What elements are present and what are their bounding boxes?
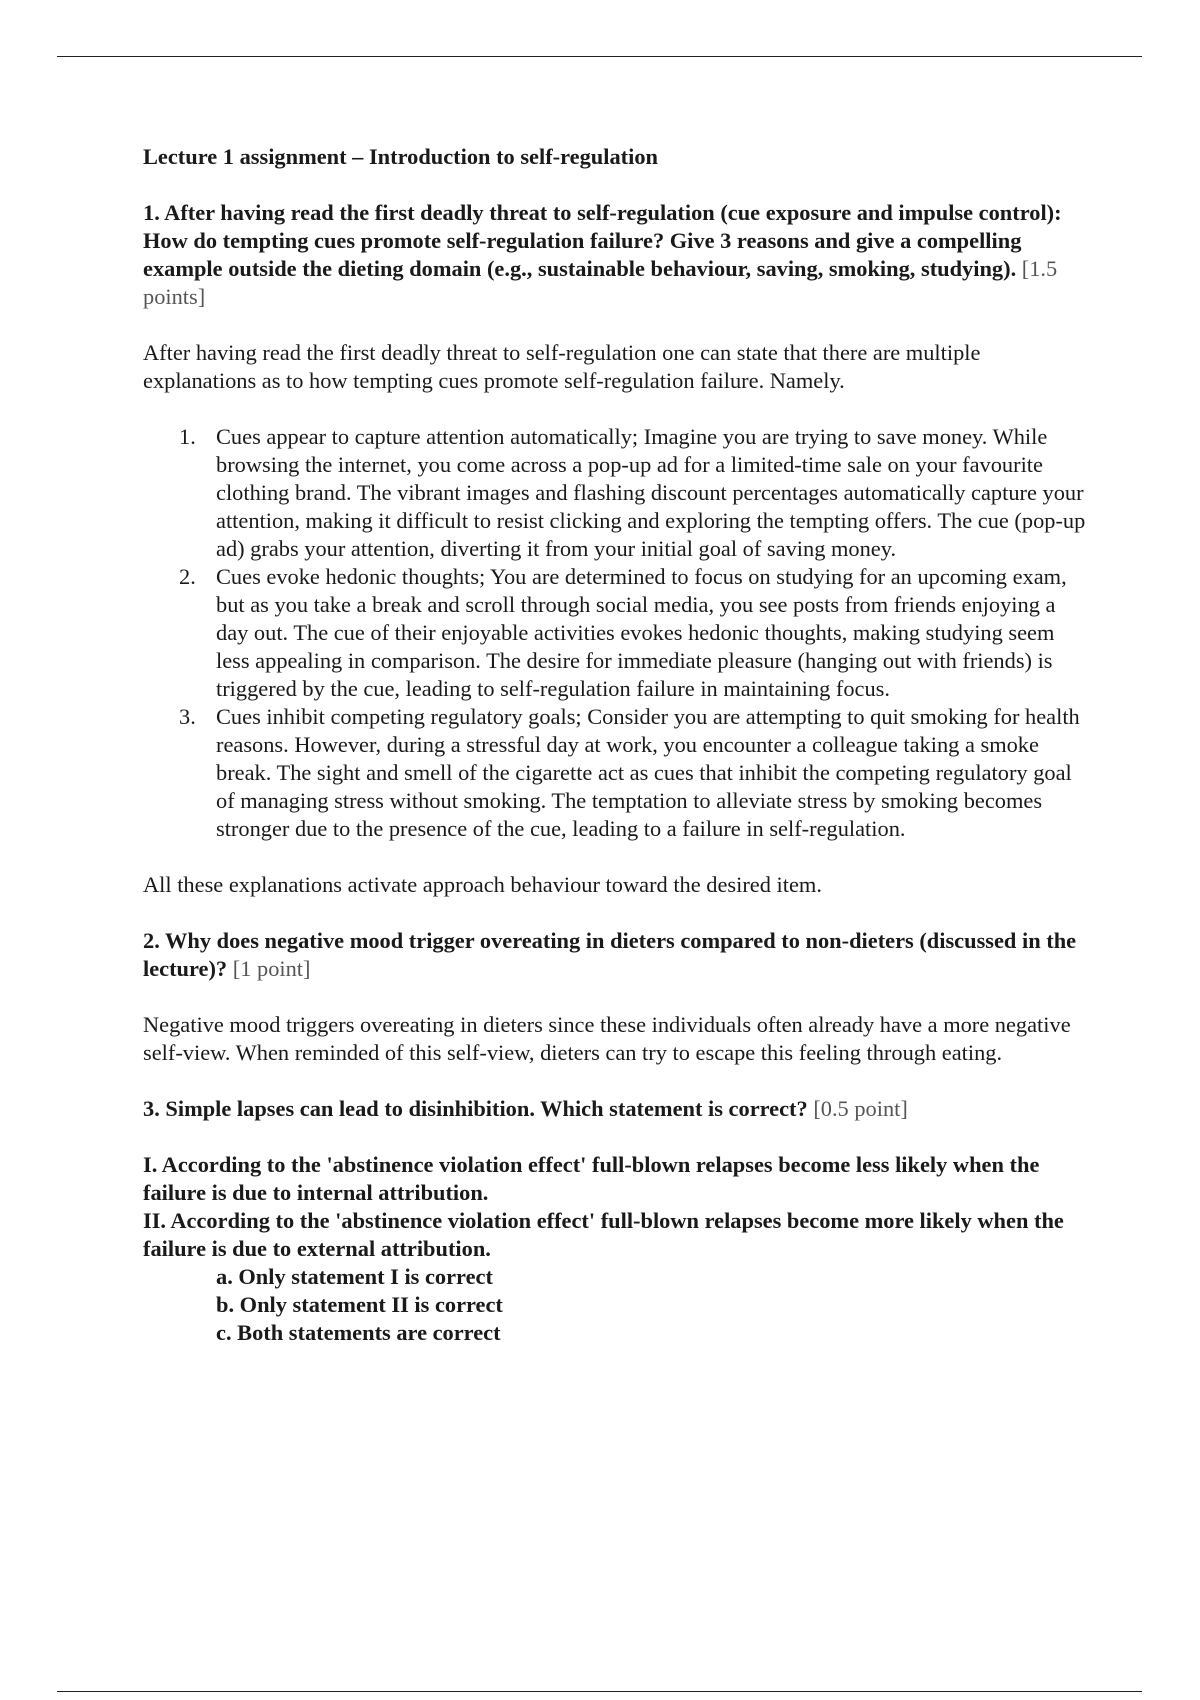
list-item xyxy=(143,563,1093,703)
bottom-rule xyxy=(57,1691,1142,1692)
question-1-points: [1.5 points] xyxy=(143,256,1058,309)
question-2 xyxy=(143,927,1093,983)
question-2-text: 2. Why does negative mood trigger overeating in dieters compared to non-dieters (discussed in the lecture)? xyxy=(143,928,1077,981)
list-item-number: 2. xyxy=(179,564,196,589)
question-3-points: [0.5 point] xyxy=(813,1096,908,1121)
list-item xyxy=(143,703,1093,843)
list-item-text: Cues evoke hedonic thoughts; You are determined to focus on studying for an upcoming exam, but as you take a break and scroll through social media, you see posts from friends enjoying a day out. The cue of their enjoyable activities evokes hedonic thoughts, making studying seem less appealing in comparison. The desire for immediate pleasure (hanging out with friends) is triggered by the cue, leading to self-regulation failure in maintaining focus. xyxy=(216,564,1067,701)
list-item-text: Cues inhibit competing regulatory goals; Consider you are attempting to quit smoking for health reasons. However, during a stressful day at work, you encounter a colleague taking a smoke break. The sight and smell of the cigarette act as cues that inhibit the competing regulatory goal of managing stress without smoking. The temptation to alleviate stress by smoking becomes stronger due to the presence of the cue, leading to a failure in self-regulation. xyxy=(216,704,1080,841)
question-3 xyxy=(143,1095,1093,1123)
option-b: b. Only statement II is correct xyxy=(216,1292,503,1317)
question-2-points: [1 point] xyxy=(232,956,311,981)
option-a: a. Only statement I is correct xyxy=(216,1264,493,1289)
list-item-number: 3. xyxy=(179,704,196,729)
question-1-text: 1. After having read the first deadly threat to self-regulation (cue exposure and impulse control): How do tempting cues promote self-regulation failure? Give 3 reasons and give a compelling example outside the dieting domain (e.g., sustainable behaviour, saving, smoking, studying). xyxy=(143,200,1062,281)
statement-2: II. According to the 'abstinence violation effect' full-blown relapses become more likely when the failure is due to external attribution. xyxy=(143,1208,1064,1261)
list-item-text: Cues appear to capture attention automatically; Imagine you are trying to save money. While browsing the internet, you come across a pop-up ad for a limited-time sale on your favourite clothing brand. The vibrant images and flashing discount percentages automatically capture your attention, making it difficult to resist clicking and exploring the tempting offers. The cue (pop-up ad) grabs your attention, diverting it from your initial goal of saving money. xyxy=(216,424,1086,561)
reasons-list xyxy=(143,423,1093,843)
list-item-number: 1. xyxy=(179,424,196,449)
statement-1: I. According to the 'abstinence violation effect' full-blown relapses become less likely when the failure is due to internal attribution. xyxy=(143,1152,1040,1205)
answer-1-intro: After having read the first deadly threat to self-regulation one can state that there are multiple explanations as to how tempting cues promote self-regulation failure. Namely. xyxy=(143,340,981,393)
answer-2: Negative mood triggers overeating in dieters since these individuals often already have a more negative self-view. When reminded of this self-view, dieters can try to escape this feeling through eating. xyxy=(143,1012,1071,1065)
document-body xyxy=(143,143,1093,1347)
page-title: Lecture 1 assignment – Introduction to self-regulation xyxy=(143,144,658,169)
answer-options xyxy=(143,1263,1093,1347)
top-rule xyxy=(57,56,1142,57)
question-1 xyxy=(143,199,1093,311)
question-3-text: 3. Simple lapses can lead to disinhibition. Which statement is correct? xyxy=(143,1096,808,1121)
option-c: c. Both statements are correct xyxy=(216,1320,501,1345)
answer-1-closing: All these explanations activate approach behaviour toward the desired item. xyxy=(143,872,822,897)
list-item xyxy=(143,423,1093,563)
